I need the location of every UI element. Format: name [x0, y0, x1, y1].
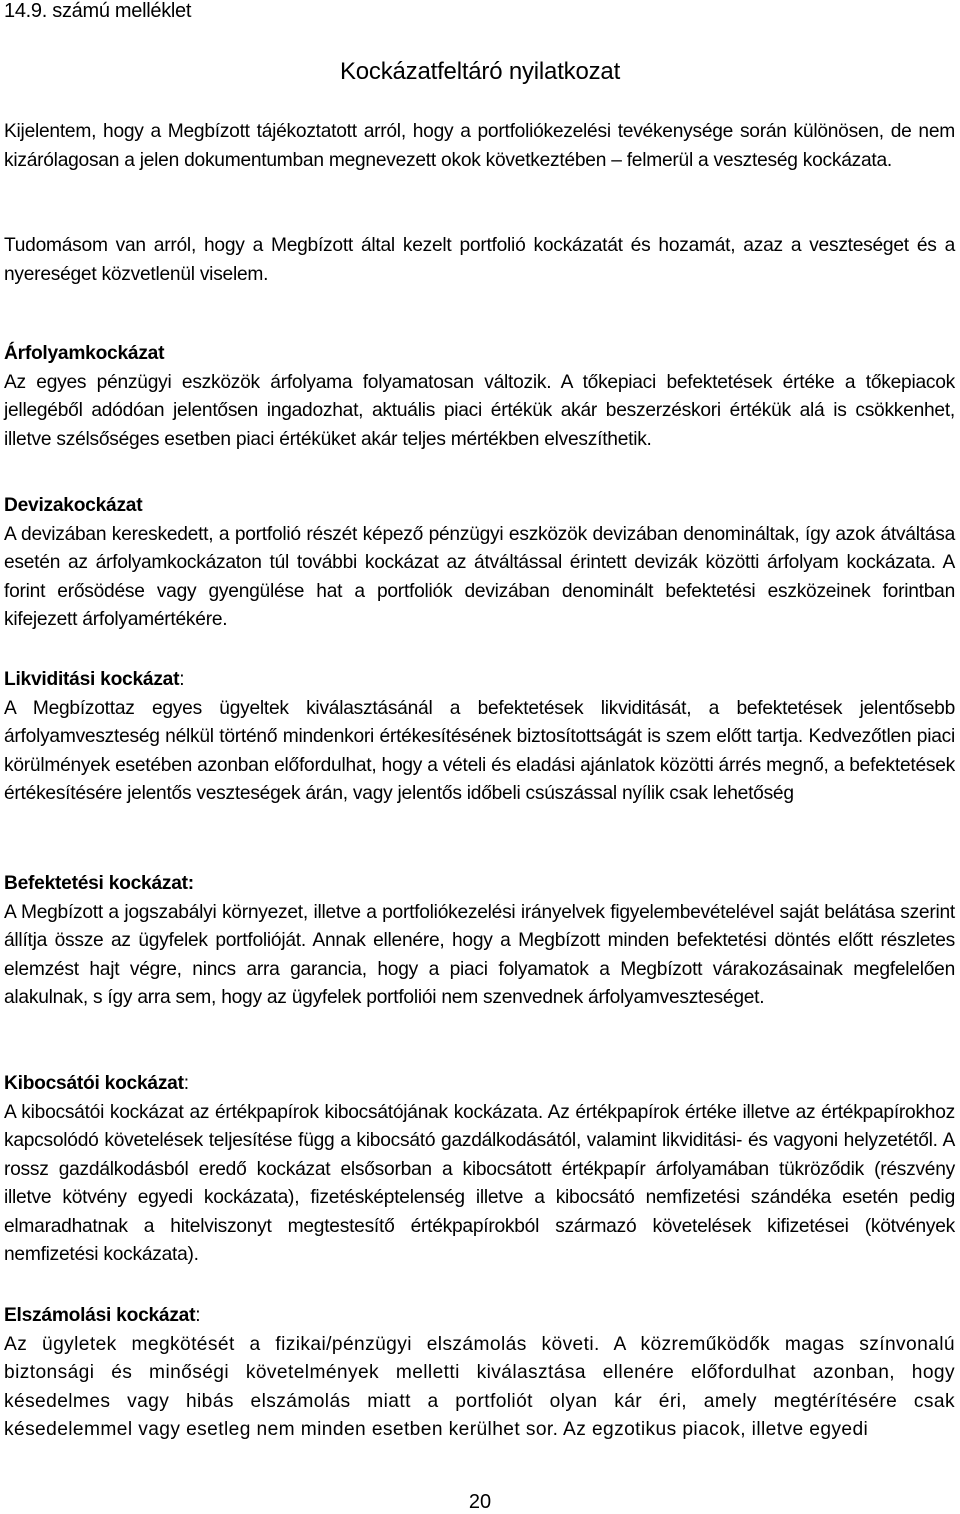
- intro-paragraph: Kijelentem, hogy a Megbízott tájékoztatott arról, hogy a portfoliókezelési tevékenysége során különösen, de nem kizárólagosan a jelen dokumentumban megnevezett okok következtében – felmerül a veszteség kockázata.: [4, 121, 955, 171]
- section-liquidity-risk: [4, 666, 955, 809]
- section-body: A kibocsátói kockázat az értékpapírok kibocsátójának kockázata. Az értékpapírok értéke illetve az értékpapírokhoz kapcsolódó követelések teljesítése függ a kibocsátó gazdálkodásától, valamint likviditási- és vagyoni helyzetétől. A rossz gazdálkodásból eredő kockázat elsősorban a kibocsátott értékpapír árfolyamában tükröződik (részvény illetve kötvény egyedi kockázata), fizetésképtelenség illetve a kibocsátó nemfizetési szándéka esetén pedig elmaradhatnak a hitelviszonyt megtestesítő értékpapírokból származó követelések kifizetései (kötvények nemfizetési kockázata).: [4, 1101, 955, 1265]
- section-body: Az egyes pénzügyi eszközök árfolyama folyamatosan változik. A tőkepiaci befektetések értéke a tőkepiacok jellegéből adódóan jelentősen ingadozhat, aktuális piaci értékük akár beszerzéskori értékük alá is csökkenhet, illetve szélsőséges esetben piaci értéküket akár teljes mértékben elveszíthetik.: [4, 371, 955, 450]
- section-heading: Devizakockázat: [4, 495, 143, 516]
- section-investment-risk: [4, 870, 955, 1013]
- section-body: A Megbízott a jogszabályi környezet, illetve a portfoliókezelési irányelvek figyelembevételével saját belátása szerint állítja össze az ügyfelek portfolióját. Annak ellenére, hogy a Megbízott minden befektetési döntés előtt részletes elemzést hajt végre, nincs arra garancia, hogy a piaci folyamatok a Megbízott várakozásainak megfelelően alakulnak, s így arra sem, hogy az ügyfelek portfoliói nem szenvednek árfolyamveszteséget.: [4, 901, 955, 1008]
- section-currency-risk: [4, 492, 955, 635]
- annex-label: 14.9. számú melléklet: [4, 0, 192, 22]
- intro-paragraph: Tudomásom van arról, hogy a Megbízott által kezelt portfolió kockázatát és hozamát, azaz a veszteséget és a nyereséget közvetlenül viselem.: [4, 235, 955, 285]
- document-title: Kockázatfeltáró nyilatkozat: [339, 58, 621, 85]
- section-heading: Árfolyamkockázat: [4, 343, 165, 364]
- page-number: 20: [468, 1491, 492, 1513]
- section-heading: Elszámolási kockázat:: [4, 1305, 201, 1326]
- section-settlement-risk: [4, 1302, 955, 1445]
- section-heading: Kibocsátói kockázat:: [4, 1073, 189, 1094]
- section-heading: Likviditási kockázat:: [4, 669, 185, 690]
- section-exchange-rate-risk: [4, 340, 955, 454]
- section-heading: Befektetési kockázat:: [4, 873, 194, 894]
- section-body: A Megbízottaz egyes ügyeltek kiválasztásánál a befektetések likviditását, a befektetések jelentősebb árfolyamveszteség nélkül történő mindenkori értékesítésének biztosítottságát is szem előtt tartja. Kedvezőtlen piaci körülmények esetében azonban előfordulhat, hogy a vételi és eladási ajánlatok közötti árrés megnő, a befektetések értékesítésére jelentős veszteségek árán, vagy jelentős időbeli csúszással nyílik csak lehetőség: [4, 697, 955, 804]
- section-body: Az ügyletek megkötését a fizikai/pénzügyi elszámolás követi. A közreműködők magas színvonalú biztonsági és minőségi követelmények melletti kiválasztása ellenére előfordulhat azonban, hogy késedelmes vagy hibás elszámolás miatt a portfoliót olyan kár éri, amely megtérítésére csak késedelemmel vagy esetleg nem minden esetben kerülhet sor. Az egzotikus piacok, illetve egyedi: [4, 1333, 955, 1440]
- section-issuer-risk: [4, 1070, 955, 1270]
- section-body: A devizában kereskedett, a portfolió részét képező pénzügyi eszközök devizában denomináltak, így azok átváltása esetén az árfolyamkockázaton túl további kockázat az átváltással érintett devizák közötti árfolyam kockázata. A forint erősödése vagy gyengülése hat a portfoliók devizában denominált befektetési eszközeinek forintban kifejezett árfolyamértékére.: [4, 523, 955, 630]
